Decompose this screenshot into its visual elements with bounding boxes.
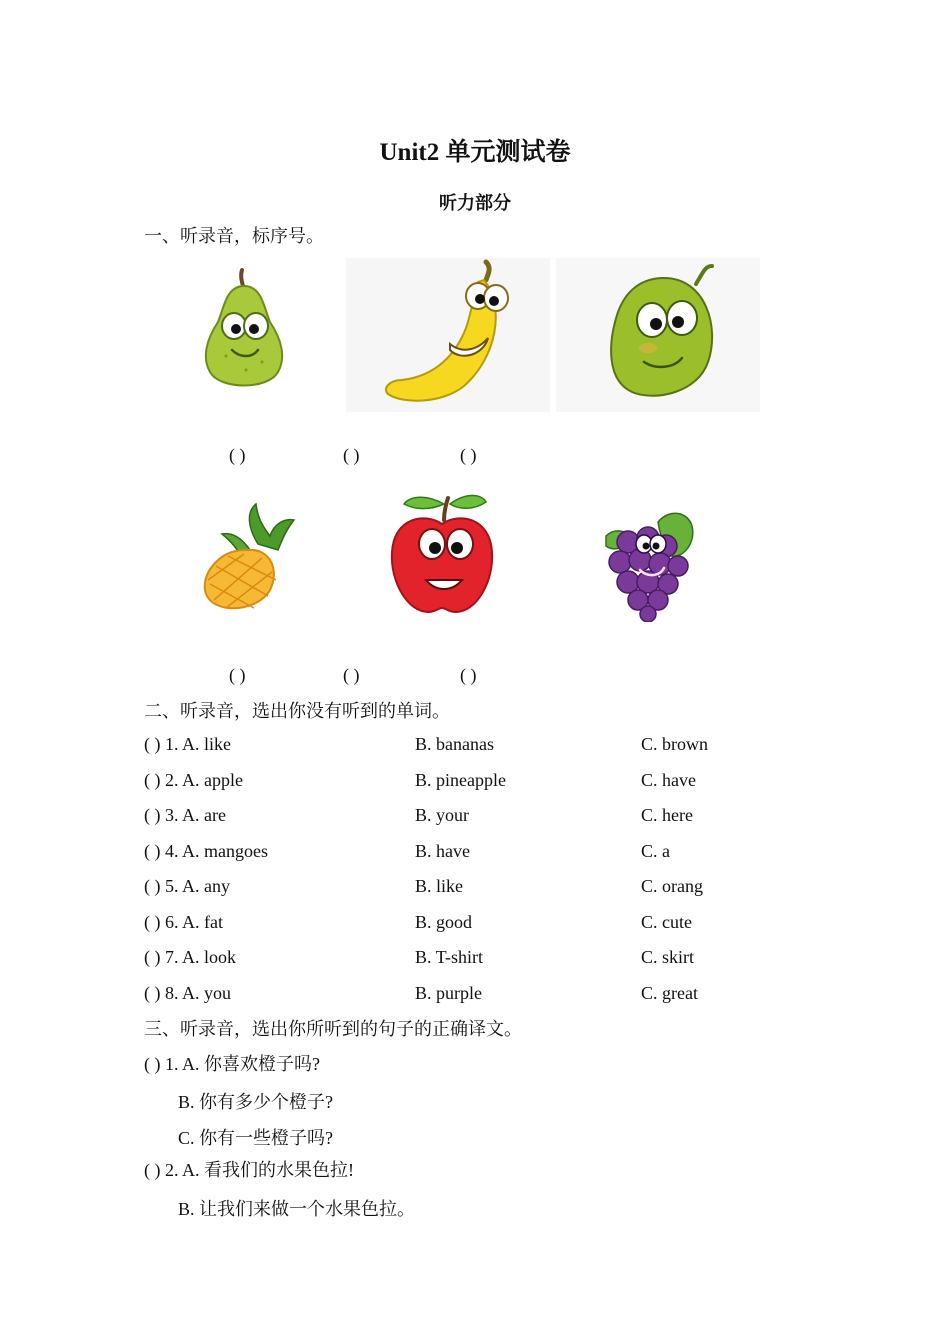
option-a: ( ) 4. A. mangoes — [144, 841, 268, 861]
q2-option-b: B. 让我们来做一个水果色拉。 — [178, 1199, 416, 1219]
option-a: ( ) 2. A. apple — [144, 770, 243, 790]
option-a: ( ) 7. A. look — [144, 947, 236, 967]
option-c: C. here — [641, 805, 693, 825]
page-title: Unit2 单元测试卷 — [379, 139, 571, 166]
option-b: B. like — [415, 876, 463, 896]
option-c: C. a — [641, 841, 670, 861]
option-c: C. great — [641, 983, 698, 1003]
option-c: C. have — [641, 770, 696, 790]
question-row — [144, 770, 844, 794]
blank-grapes[interactable]: ( ) — [460, 665, 477, 685]
option-c: C. brown — [641, 734, 708, 754]
mango-image — [556, 258, 760, 412]
option-a: ( ) 8. A. you — [144, 983, 231, 1003]
option-c: C. skirt — [641, 947, 695, 967]
question-row — [144, 983, 844, 1007]
option-a: ( ) 6. A. fat — [144, 912, 223, 932]
option-b: B. pineapple — [415, 770, 506, 790]
pear-image — [196, 266, 292, 394]
question-row — [144, 841, 844, 865]
blank-pineapple[interactable]: ( ) — [229, 665, 246, 685]
question-row — [144, 805, 844, 829]
option-b: B. bananas — [415, 734, 494, 754]
blank-pear[interactable]: ( ) — [229, 445, 246, 465]
q1-option-b: B. 你有多少个橙子? — [178, 1092, 333, 1112]
pineapple-image — [196, 500, 300, 616]
option-c: C. cute — [641, 912, 692, 932]
grapes-image — [598, 502, 696, 622]
option-c: C. orang — [641, 876, 703, 896]
q2-option-a: ( ) 2. A. 看我们的水果色拉! — [144, 1160, 354, 1180]
q1-option-c: C. 你有一些橙子吗? — [178, 1128, 333, 1148]
blank-apple[interactable]: ( ) — [343, 665, 360, 685]
option-a: ( ) 1. A. like — [144, 734, 231, 754]
question-row — [144, 947, 844, 971]
section3-heading: 三、听录音，选出你所听到的句子的正确译文。 — [144, 1019, 522, 1039]
blank-banana[interactable]: ( ) — [343, 445, 360, 465]
option-b: B. have — [415, 841, 470, 861]
option-b: B. T-shirt — [415, 947, 484, 967]
option-b: B. good — [415, 912, 473, 932]
question-row — [144, 912, 844, 936]
section1-heading: 一、听录音，标序号。 — [144, 226, 324, 246]
option-a: ( ) 3. A. are — [144, 805, 226, 825]
q1-option-a: ( ) 1. A. 你喜欢橙子吗? — [144, 1054, 320, 1074]
section2-heading: 二、听录音，选出你没有听到的单词。 — [144, 701, 450, 721]
question-row — [144, 876, 844, 900]
banana-image — [346, 258, 550, 412]
option-a: ( ) 5. A. any — [144, 876, 230, 896]
blank-mango[interactable]: ( ) — [460, 445, 477, 465]
question-row — [144, 734, 844, 758]
section-subtitle: 听力部分 — [439, 193, 511, 213]
option-b: B. your — [415, 805, 469, 825]
apple-image — [386, 490, 498, 618]
option-b: B. purple — [415, 983, 482, 1003]
